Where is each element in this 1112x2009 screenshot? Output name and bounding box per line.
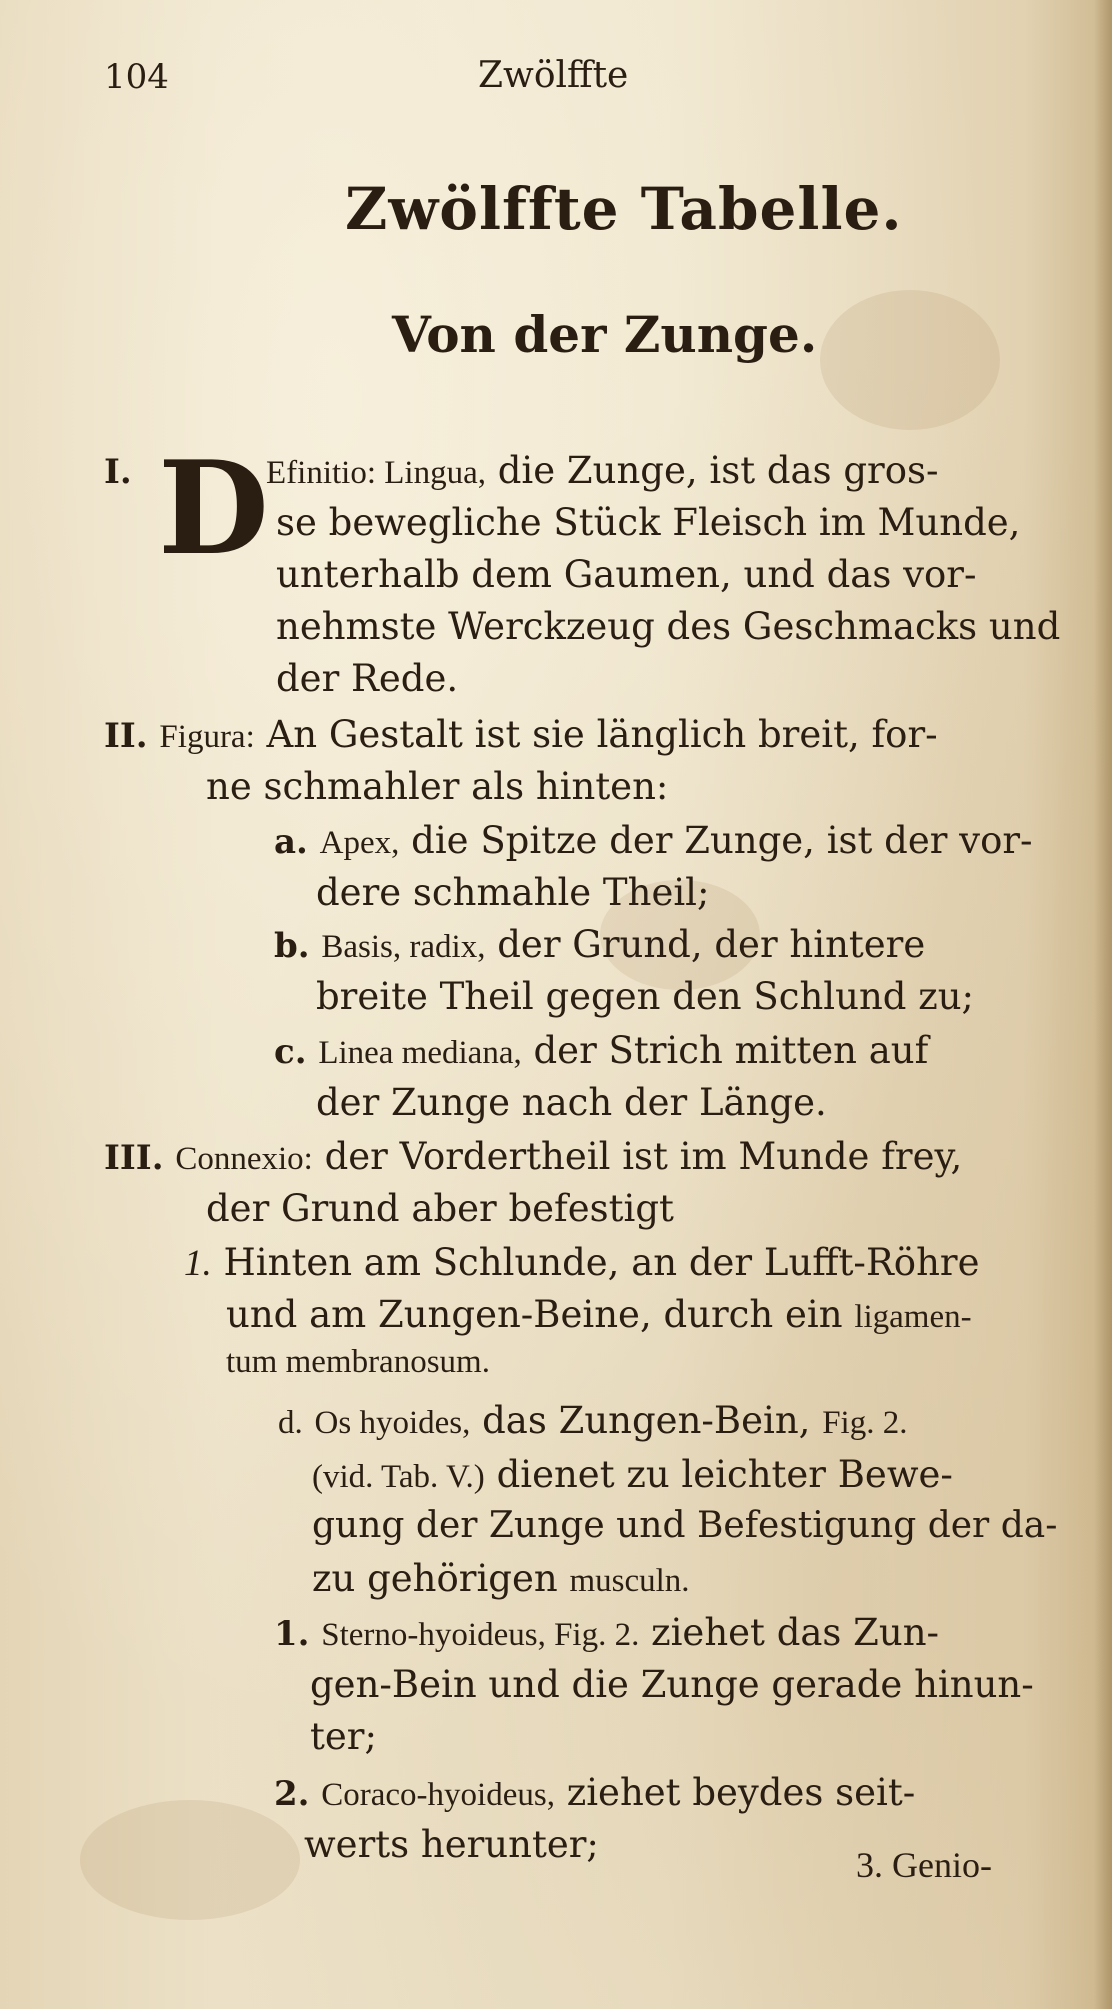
section-1-line-4: nehmste Werckzeug des Geschmacks und bbox=[276, 605, 1061, 648]
sub-1-line-3: tum membranosum. bbox=[226, 1344, 490, 1380]
german-text: dienet zu leichter Bewe- bbox=[496, 1453, 953, 1496]
sub-1-line-1 bbox=[184, 1241, 980, 1284]
muscle-1-line-2: gen-Bein und die Zunge gerade hinun- bbox=[310, 1663, 1034, 1706]
item-c-line-1 bbox=[274, 1029, 929, 1072]
item-letter-c: c. bbox=[274, 1032, 307, 1072]
german-text: Hinten am Schlunde, an der Lufft-Röhre bbox=[223, 1241, 980, 1284]
muscle-2-line-1 bbox=[274, 1771, 916, 1814]
german-text: der Vordertheil ist im Munde frey, bbox=[324, 1135, 963, 1178]
latin-term: Basis, radix, bbox=[321, 929, 486, 965]
item-d-line-2 bbox=[312, 1453, 953, 1496]
german-text: ziehet beydes seit- bbox=[566, 1771, 916, 1814]
latin-term: Os hyoides, bbox=[314, 1405, 471, 1441]
german-text: An Gestalt ist sie länglich breit, for- bbox=[266, 713, 938, 756]
item-d-line-3: gung der Zunge und Befestigung der da- bbox=[312, 1505, 1058, 1546]
muscle-number-1: 1. bbox=[274, 1614, 310, 1654]
item-a-line-1 bbox=[274, 819, 1033, 862]
muscle-1-line-1 bbox=[274, 1611, 940, 1654]
latin-term: Efinitio: Lingua, bbox=[266, 455, 486, 491]
page-title: Zwölffte Tabelle. bbox=[345, 175, 903, 243]
section-numeral-1: I. bbox=[104, 452, 132, 492]
latin-term: Apex, bbox=[319, 825, 400, 861]
latin-term: Sterno-hyoideus, Fig. 2. bbox=[321, 1617, 640, 1653]
sub-marker-1: 1. bbox=[184, 1243, 212, 1284]
latin-term: musculn. bbox=[569, 1563, 690, 1599]
section-numeral-3: III. bbox=[104, 1138, 164, 1178]
running-title: Zwölffte bbox=[478, 55, 629, 96]
german-text: und am Zungen-Beine, durch ein bbox=[226, 1293, 843, 1336]
item-a-line-2: dere schmahle Theil; bbox=[316, 871, 710, 914]
foxing-stain bbox=[80, 1800, 300, 1920]
item-b-line-1 bbox=[274, 923, 926, 966]
section-1-line-3: unterhalb dem Gaumen, und das vor- bbox=[276, 553, 977, 596]
item-c-line-2: der Zunge nach der Länge. bbox=[316, 1081, 827, 1124]
section-2-line-1 bbox=[104, 713, 938, 756]
item-letter-b: b. bbox=[274, 926, 310, 966]
item-d-line-1 bbox=[278, 1399, 908, 1442]
muscle-2-line-2: werts herunter; bbox=[304, 1823, 599, 1866]
sub-1-line-2 bbox=[226, 1293, 972, 1336]
latin-term: Coraco-hyoideus, bbox=[321, 1777, 555, 1813]
section-numeral-2: II. bbox=[104, 716, 148, 756]
latin-term: Connexio: bbox=[175, 1141, 313, 1177]
catchword: 3. Genio- bbox=[856, 1845, 992, 1885]
page-subtitle: Von der Zunge. bbox=[392, 305, 818, 364]
table-reference: (vid. Tab. V.) bbox=[312, 1459, 485, 1495]
section-1-line-2: se bewegliche Stück Fleisch im Munde, bbox=[276, 501, 1021, 544]
page-number: 104 bbox=[104, 57, 169, 97]
german-text: der Grund, der hintere bbox=[497, 923, 926, 966]
foxing-stain bbox=[820, 290, 1000, 430]
item-letter-d: d. bbox=[278, 1405, 303, 1441]
german-text: der Strich mitten auf bbox=[533, 1029, 929, 1072]
section-3-line-2: der Grund aber befestigt bbox=[206, 1187, 674, 1230]
muscle-number-2: 2. bbox=[274, 1774, 310, 1814]
item-d-line-4 bbox=[312, 1557, 690, 1600]
drop-cap: D bbox=[158, 434, 269, 584]
german-text: die Zunge, ist das gros- bbox=[497, 449, 939, 492]
latin-term: Linea mediana, bbox=[318, 1035, 522, 1071]
german-text: ziehet das Zun- bbox=[651, 1611, 940, 1654]
section-3-line-1 bbox=[104, 1135, 963, 1178]
german-text: das Zungen-Bein, bbox=[482, 1399, 811, 1442]
item-b-line-2: breite Theil gegen den Schlund zu; bbox=[316, 975, 975, 1018]
section-1-line-5: der Rede. bbox=[276, 657, 459, 700]
page-edge-shadow bbox=[1094, 0, 1112, 2009]
item-letter-a: a. bbox=[274, 822, 308, 862]
latin-term: ligamen- bbox=[854, 1299, 972, 1335]
figure-reference: Fig. 2. bbox=[822, 1405, 908, 1441]
german-text: zu gehörigen bbox=[312, 1557, 558, 1600]
muscle-1-line-3: ter; bbox=[310, 1715, 377, 1758]
latin-term: Figura: bbox=[159, 719, 255, 755]
section-1-line-1 bbox=[266, 449, 939, 492]
german-text: die Spitze der Zunge, ist der vor- bbox=[411, 819, 1033, 862]
section-2-line-2: ne schmahler als hinten: bbox=[206, 765, 669, 808]
